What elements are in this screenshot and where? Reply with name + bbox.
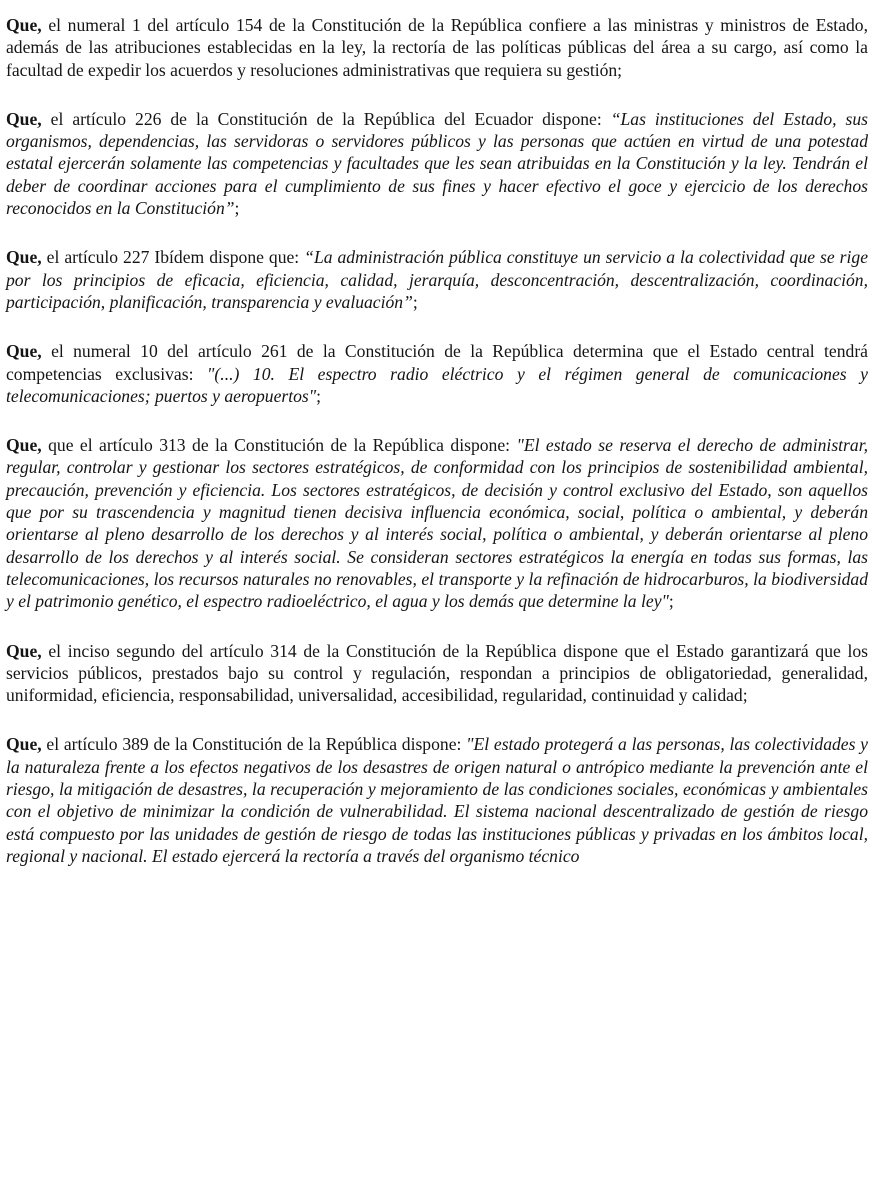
paragraph-lead: Que, (6, 341, 42, 362)
paragraph-tail: ; (412, 291, 418, 312)
paragraph-lead: Que, (6, 640, 42, 661)
paragraph-art-261 (6, 340, 868, 407)
paragraph-lead: Que, (6, 247, 42, 268)
paragraph-art-227 (6, 246, 868, 313)
paragraph-lead: Que, (6, 108, 42, 129)
paragraph-tail: ; (668, 591, 674, 612)
paragraph-tail: ; (234, 198, 240, 219)
paragraph-art-154 (6, 14, 868, 81)
paragraph-text: el artículo 389 de la Constitución de la República dispone: (41, 734, 467, 755)
paragraph-quote: "El estado se reserva el derecho de administrar, regular, controlar y gestionar los sectores estratégicos, de conformidad con los principios de sostenibilidad ambiental, precaución, prevención y eficiencia. Los sectores estratégicos, de decisión y control exclusivo del Estado, son aquellos que por su trascendencia y magnitud tienen decisiva influencia económica, social, política o ambiental, y deberán orientarse al pleno desarrollo de los derechos y al interés social, política o ambiental, y deberán orientarse al pleno desarrollo de los derechos y al interés social. Se consideran sectores estratégicos la energía en todas sus formas, las telecomunicaciones, los recursos naturales no renovables, el transporte y la refinación de hidrocarburos, la biodiversidad y el patrimonio genético, el espectro radioeléctrico, el agua y los demás que determine la ley" (6, 435, 868, 612)
paragraph-text: el inciso segundo del artículo 314 de la Constitución de la República dispone que el Estado garantizará que los servicios públicos, prestados bajo su control y regulación, respondan a principios de obligatoriedad, generalidad, uniformidad, eficiencia, responsabilidad, universalidad, accesibilidad, regularidad, continuidad y calidad; (6, 640, 868, 706)
paragraph-text: que el artículo 313 de la Constitución de la República dispone: (41, 435, 517, 456)
paragraph-art-389 (6, 733, 868, 867)
paragraph-text: el artículo 226 de la Constitución de la República del Ecuador dispone: (41, 108, 611, 129)
paragraph-lead: Que, (6, 435, 42, 456)
paragraph-text: el artículo 227 Ibídem dispone que: (41, 247, 305, 268)
paragraph-tail: ; (316, 385, 322, 406)
paragraph-art-313 (6, 434, 868, 612)
paragraph-text: el numeral 10 del artículo 261 de la Constitución de la República determina que el Estado central tendrá competencias exclusivas: (6, 341, 868, 384)
paragraph-art-314 (6, 640, 868, 707)
paragraph-quote: "El estado protegerá a las personas, las colectividades y la naturaleza frente a los efectos negativos de los desastres de origen natural o antrópico mediante la prevención ante el riesgo, la mitigación de desastres, la recuperación y mejoramiento de las condiciones sociales, económicas y ambientales con el objetivo de minimizar la condición de vulnerabilidad. El sistema nacional descentralizado de gestión de riesgo está compuesto por las unidades de gestión de riesgo de todas las instituciones públicas y privadas en los ámbitos local, regional y nacional. El estado ejercerá la rectoría a través del organismo técnico (6, 734, 868, 866)
paragraph-lead: Que, (6, 15, 42, 35)
paragraph-lead: Que, (6, 734, 42, 755)
paragraph-text: el numeral 1 del artículo 154 de la Constitución de la República confiere a las ministras y ministros de Estado, además de las atribuciones establecidas en la ley, la rectoría de las políticas públicas del área a su cargo, así como la facultad de expedir los acuerdos y resoluciones administrativas que requiera su gestión; (6, 15, 868, 80)
paragraph-art-226 (6, 108, 868, 219)
paragraph-quote: “Las instituciones del Estado, sus organismos, dependencias, las servidoras o servidores públicos y las personas que actúen en virtud de una potestad estatal ejercerán solamente las competencias y facultades que les sean atribuidas en la Constitución y la ley. Tendrán el deber de coordinar acciones para el cumplimiento de sus fines y hacer efectivo el goce y ejercicio de los derechos reconocidos en la Constitución” (6, 108, 868, 219)
paragraph-quote: "(...) 10. El espectro radio eléctrico y el régimen general de comunicaciones y telecomunicaciones; puertos y aeropuertos" (6, 363, 868, 406)
paragraph-quote: “La administración pública constituye un servicio a la colectividad que se rige por los principios de eficacia, eficiencia, calidad, jerarquía, desconcentración, descentralización, coordinación, participación, planificación, transparencia y evaluación” (6, 247, 869, 312)
